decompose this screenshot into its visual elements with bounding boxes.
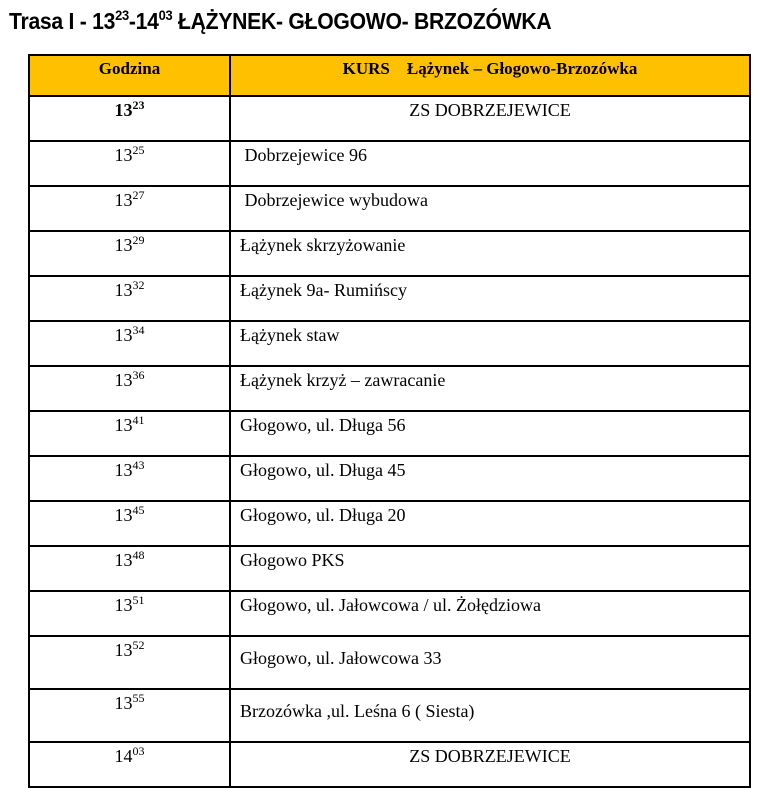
table-row bbox=[29, 411, 750, 456]
page-title bbox=[9, 8, 551, 35]
time-cell bbox=[29, 411, 230, 456]
hour: 13 bbox=[114, 100, 133, 120]
hour: 13 bbox=[114, 325, 133, 345]
stop-cell: Głogowo PKS bbox=[230, 546, 750, 591]
title-route: ŁĄŻYNEK- GŁOGOWO- BRZOZÓWKA bbox=[172, 8, 552, 34]
table-header-row bbox=[29, 55, 750, 96]
minutes: 48 bbox=[132, 548, 145, 562]
table-row bbox=[29, 689, 750, 742]
table-row bbox=[29, 366, 750, 411]
stop-cell: Łążynek skrzyżowanie bbox=[230, 231, 750, 276]
minutes: 23 bbox=[132, 98, 145, 112]
time-cell bbox=[29, 742, 230, 787]
minutes: 36 bbox=[132, 368, 145, 382]
time-cell bbox=[29, 141, 230, 186]
table-row bbox=[29, 96, 750, 141]
time-cell bbox=[29, 276, 230, 321]
time-cell bbox=[29, 366, 230, 411]
hour: 13 bbox=[114, 235, 133, 255]
hour: 13 bbox=[114, 595, 133, 615]
minutes: 45 bbox=[132, 503, 145, 517]
hour: 13 bbox=[114, 460, 133, 480]
table-row bbox=[29, 276, 750, 321]
hour: 13 bbox=[114, 505, 133, 525]
stop-cell: Łążynek staw bbox=[230, 321, 750, 366]
stop-cell: Dobrzejewice 96 bbox=[230, 141, 750, 186]
header-course: KURS Łążynek – Głogowo-Brzozówka bbox=[230, 55, 750, 96]
time-cell bbox=[29, 96, 230, 141]
stop-cell: Głogowo, ul. Długa 56 bbox=[230, 411, 750, 456]
table-row bbox=[29, 591, 750, 636]
table-row bbox=[29, 546, 750, 591]
stop-cell: Głogowo, ul. Długa 45 bbox=[230, 456, 750, 501]
hour: 14 bbox=[114, 746, 133, 766]
header-hour: Godzina bbox=[29, 55, 230, 96]
hour: 13 bbox=[114, 415, 133, 435]
stop-cell: Brzozówka ,ul. Leśna 6 ( Siesta) bbox=[230, 689, 750, 742]
table-row bbox=[29, 456, 750, 501]
time-cell bbox=[29, 231, 230, 276]
hour: 13 bbox=[114, 640, 133, 660]
time-cell bbox=[29, 636, 230, 689]
minutes: 41 bbox=[132, 413, 145, 427]
title-end-minutes: 03 bbox=[158, 7, 173, 23]
table-row bbox=[29, 636, 750, 689]
stop-cell: Łążynek 9a- Rumińscy bbox=[230, 276, 750, 321]
minutes: 43 bbox=[132, 458, 145, 472]
time-cell bbox=[29, 689, 230, 742]
stop-cell: Dobrzejewice wybudowa bbox=[230, 186, 750, 231]
stop-cell: Łążynek krzyż – zawracanie bbox=[230, 366, 750, 411]
table-row bbox=[29, 141, 750, 186]
minutes: 51 bbox=[132, 593, 145, 607]
minutes: 34 bbox=[132, 323, 145, 337]
title-start-minutes: 23 bbox=[115, 7, 129, 23]
minutes: 32 bbox=[132, 278, 145, 292]
minutes: 27 bbox=[132, 188, 145, 202]
hour: 13 bbox=[114, 693, 133, 713]
table-row bbox=[29, 501, 750, 546]
stop-cell: ZS DOBRZEJEWICE bbox=[230, 742, 750, 787]
hour: 13 bbox=[114, 370, 133, 390]
title-prefix: Trasa I - 13 bbox=[9, 8, 116, 34]
minutes: 52 bbox=[132, 638, 145, 652]
time-cell bbox=[29, 501, 230, 546]
minutes: 03 bbox=[132, 744, 145, 758]
minutes: 29 bbox=[132, 233, 145, 247]
hour: 13 bbox=[114, 145, 133, 165]
time-cell bbox=[29, 456, 230, 501]
stop-cell: Głogowo, ul. Długa 20 bbox=[230, 501, 750, 546]
time-cell bbox=[29, 591, 230, 636]
table-row bbox=[29, 186, 750, 231]
timetable bbox=[28, 54, 751, 788]
hour: 13 bbox=[114, 550, 133, 570]
table-row bbox=[29, 742, 750, 787]
stop-cell: Głogowo, ul. Jałowcowa 33 bbox=[230, 636, 750, 689]
minutes: 25 bbox=[132, 143, 145, 157]
minutes: 55 bbox=[132, 691, 145, 705]
time-cell bbox=[29, 321, 230, 366]
hour: 13 bbox=[114, 280, 133, 300]
title-mid: -14 bbox=[128, 8, 159, 34]
table-row bbox=[29, 321, 750, 366]
time-cell bbox=[29, 546, 230, 591]
time-cell bbox=[29, 186, 230, 231]
stop-cell: ZS DOBRZEJEWICE bbox=[230, 96, 750, 141]
stop-cell: Głogowo, ul. Jałowcowa / ul. Żołędziowa bbox=[230, 591, 750, 636]
table-row bbox=[29, 231, 750, 276]
hour: 13 bbox=[114, 190, 133, 210]
